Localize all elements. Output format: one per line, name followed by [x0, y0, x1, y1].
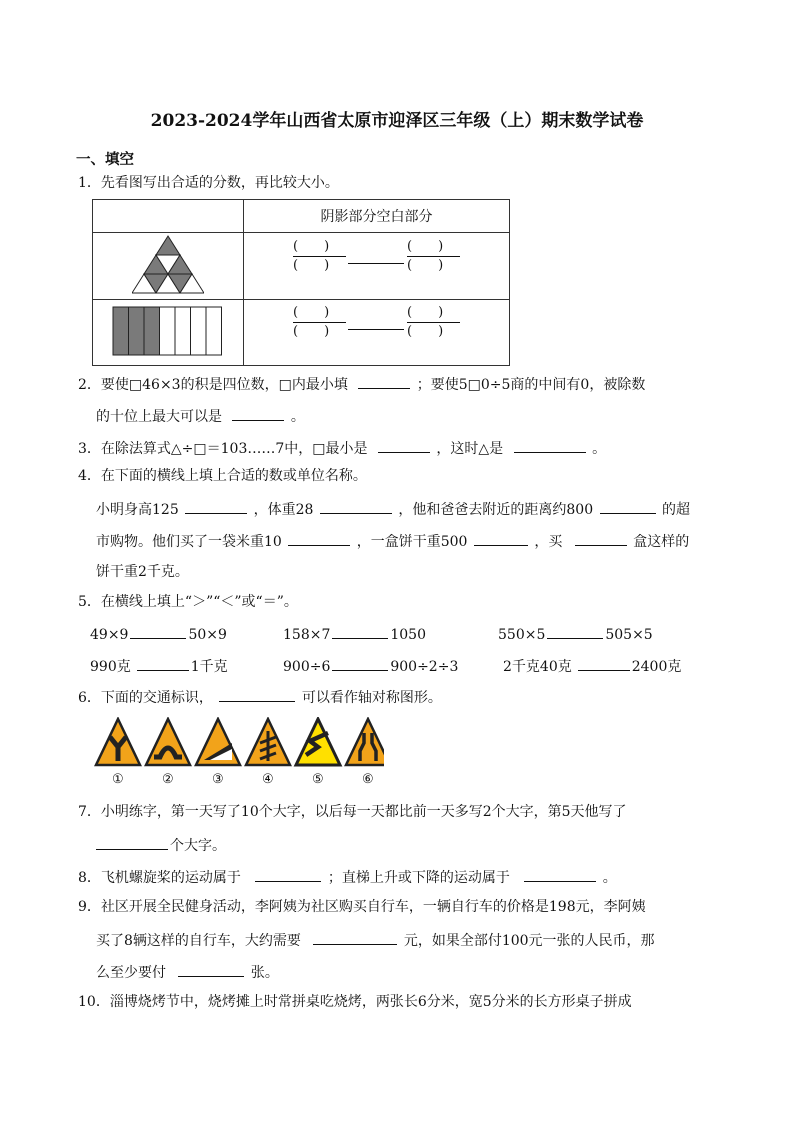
sign-label-4: ④ — [262, 772, 274, 787]
q4-text-biscuit: ，一盒饼干重500 — [356, 534, 468, 550]
q1-r2-num-left: ( ) — [293, 305, 330, 320]
q5-item-2 — [283, 623, 426, 645]
sign-label-1: ① — [112, 772, 124, 787]
q5-blank[interactable] — [547, 623, 603, 639]
sign-2-hump-icon — [146, 719, 190, 765]
q3-line — [78, 437, 606, 459]
q1-r2-bar-right — [407, 322, 460, 323]
q2-text-c: 的十位上最大可以是 — [96, 409, 222, 425]
q4-line3: 饼干重2千克。 — [96, 564, 189, 580]
q2-text-b: ；要使5□0÷5商的中间有0，被除数 — [416, 377, 646, 393]
q6-blank[interactable] — [219, 686, 295, 702]
q1-r1-num-left: ( ) — [293, 239, 330, 254]
q5-item-5 — [283, 655, 458, 677]
q5-expr: 49×9 — [90, 627, 129, 643]
q6-line — [78, 686, 442, 708]
q2-text-a: 2．要使□46×3的积是四位数，□内最小填 — [78, 377, 348, 393]
traffic-signs — [94, 717, 384, 771]
q5-expr: 505×5 — [605, 627, 653, 643]
q9-line2 — [96, 929, 655, 951]
q5-blank[interactable] — [130, 623, 186, 639]
q4-text-rice: 市购物。他们买了一袋米重10 — [96, 534, 282, 550]
q4-text-height: 小明身高125 — [96, 502, 179, 518]
q1-r1-num-right: ( ) — [407, 239, 444, 254]
q4-blank-distance[interactable] — [600, 498, 656, 514]
sign-label-3: ③ — [212, 772, 224, 787]
q4-blank-boxes[interactable] — [575, 530, 627, 546]
q4-blank-weight[interactable] — [320, 498, 392, 514]
q1-r1-den-right: ( ) — [407, 258, 444, 273]
q3-blank-1[interactable] — [378, 437, 430, 453]
q5-expr: 2千克40克 — [503, 659, 572, 675]
q5-item-1 — [90, 623, 227, 645]
section-fill-blank: 一、填空 — [76, 151, 134, 168]
exam-title: 2023-2024学年山西省太原市迎泽区三年级（上）期末数学试卷 — [150, 111, 644, 131]
q1-r2-num-right: ( ) — [407, 305, 444, 320]
q5-blank[interactable] — [332, 655, 388, 671]
q1-r1-bar-right — [407, 256, 460, 257]
q5-item-6 — [503, 655, 681, 677]
q2-text-d: 。 — [290, 409, 305, 425]
q10-line1: 10．淄博烧烤节中，烧烤摊上时常拼桌吃烧烤，两张长6分米，宽5分米的长方形桌子拼成 — [78, 994, 632, 1010]
q2-blank-1[interactable] — [358, 373, 410, 389]
q8-blank-1[interactable] — [255, 866, 321, 882]
q1-row1-answer — [244, 233, 510, 300]
q1-triangle-figure — [93, 233, 244, 300]
q5-expr: 900÷6 — [283, 659, 331, 675]
q4-line2 — [96, 530, 689, 552]
q4-text-boxes: 盒这样的 — [633, 534, 690, 550]
q6-text-b: 可以看作轴对称图形。 — [301, 690, 442, 706]
q5-expr: 158×7 — [283, 627, 331, 643]
q2-line1 — [78, 373, 645, 395]
q3-text-b: ，这时△是 — [436, 441, 504, 457]
sign-label-5: ⑤ — [312, 772, 324, 787]
sign-4-rockfall-icon — [246, 719, 290, 765]
q1-row2-answer — [244, 300, 510, 366]
q5-expr: 1千克 — [190, 659, 228, 675]
q1-r1-bar-left — [293, 256, 346, 257]
q3-blank-2[interactable] — [514, 437, 586, 453]
q8-text-a: 8．飞机螺旋桨的运动属于 — [78, 870, 241, 886]
q4-text-weight: ，体重28 — [253, 502, 314, 518]
q4-blank-height[interactable] — [185, 498, 247, 514]
q3-text-a: 3．在除法算式△÷□＝103……7中，□最小是 — [78, 441, 368, 457]
q8-blank-2[interactable] — [524, 866, 596, 882]
q1-header: 阴影部分空白部分 — [244, 200, 510, 233]
q1-bar-figure — [93, 300, 244, 366]
shaded-bar-icon — [112, 306, 224, 356]
q5-item-3 — [498, 623, 653, 645]
q9-text-a: 买了8辆这样的自行车，大约需要 — [96, 933, 301, 949]
sign-label-6: ⑥ — [362, 772, 374, 787]
q9-blank-1[interactable] — [313, 929, 397, 945]
shaded-triangle-icon — [132, 234, 204, 294]
q5-blank[interactable] — [137, 655, 189, 671]
sign-6-road-narrows-icon — [346, 719, 384, 765]
sign-1-fork-icon — [96, 719, 140, 765]
q5-expr: 50×9 — [188, 627, 227, 643]
q4-text-distance: ，他和爸爸去附近的距离约800 — [398, 502, 594, 518]
q4-text-super: 的超 — [662, 502, 691, 518]
q8-line — [78, 866, 617, 888]
q2-line2 — [96, 405, 305, 427]
q9-line3 — [96, 961, 279, 983]
q5-expr: 2400克 — [631, 659, 682, 675]
q7-blank[interactable] — [96, 834, 168, 850]
sign-3-slope-icon — [196, 719, 240, 765]
q7-line2 — [96, 834, 226, 856]
q8-text-b: ；直梯上升或下降的运动属于 — [327, 870, 510, 886]
q7-text-b: 个大字。 — [170, 838, 226, 854]
q5-expr: 1050 — [390, 627, 426, 643]
q9-text-c: 么至少要付 — [96, 965, 166, 981]
q1-table — [92, 199, 510, 366]
q7-line1: 7．小明练字，第一天写了10个大字，以后每一天都比前一天多写2个大字，第5天他写了 — [78, 804, 627, 820]
q3-text-c: 。 — [592, 441, 607, 457]
q4-text-buy: ，买 — [534, 534, 563, 550]
q5-expr: 550×5 — [498, 627, 546, 643]
q1-r2-compare-blank[interactable] — [348, 329, 404, 330]
q5-expr: 990克 — [90, 659, 131, 675]
q4-blank-rice[interactable] — [288, 530, 350, 546]
q1-r2-den-right: ( ) — [407, 324, 444, 339]
q9-line1: 9．社区开展全民健身活动，李阿姨为社区购买自行车，一辆自行车的价格是198元，李阿姨 — [78, 899, 646, 915]
q2-blank-2[interactable] — [232, 405, 284, 421]
q1-r2-bar-left — [293, 322, 346, 323]
q1-r2-den-left: ( ) — [293, 324, 330, 339]
q9-text-d: 张。 — [250, 965, 279, 981]
q4-intro: 4．在下面的横线上填上合适的数或单位名称。 — [78, 468, 367, 484]
q6-text-a: 6．下面的交通标识， — [78, 690, 213, 706]
q5-item-4 — [90, 655, 228, 677]
q4-blank-biscuit[interactable] — [474, 530, 528, 546]
q5-intro: 5．在横线上填上“＞”“＜”或“＝”。 — [78, 594, 298, 610]
sign-5-winding-road-icon — [296, 719, 340, 765]
q9-blank-2[interactable] — [178, 961, 244, 977]
sign-label-2: ② — [162, 772, 174, 787]
q1-r1-den-left: ( ) — [293, 258, 330, 273]
q5-blank[interactable] — [578, 655, 630, 671]
q4-line1 — [96, 498, 690, 520]
q5-blank[interactable] — [332, 623, 388, 639]
q1-r1-compare-blank[interactable] — [348, 263, 404, 264]
q9-text-b: 元，如果全部付100元一张的人民币，那 — [403, 933, 655, 949]
q8-text-c: 。 — [602, 870, 617, 886]
q1-header-empty — [93, 200, 244, 233]
q1-text: 1．先看图写出合适的分数，再比较大小。 — [78, 175, 339, 191]
q5-expr: 900÷2÷3 — [390, 659, 459, 675]
